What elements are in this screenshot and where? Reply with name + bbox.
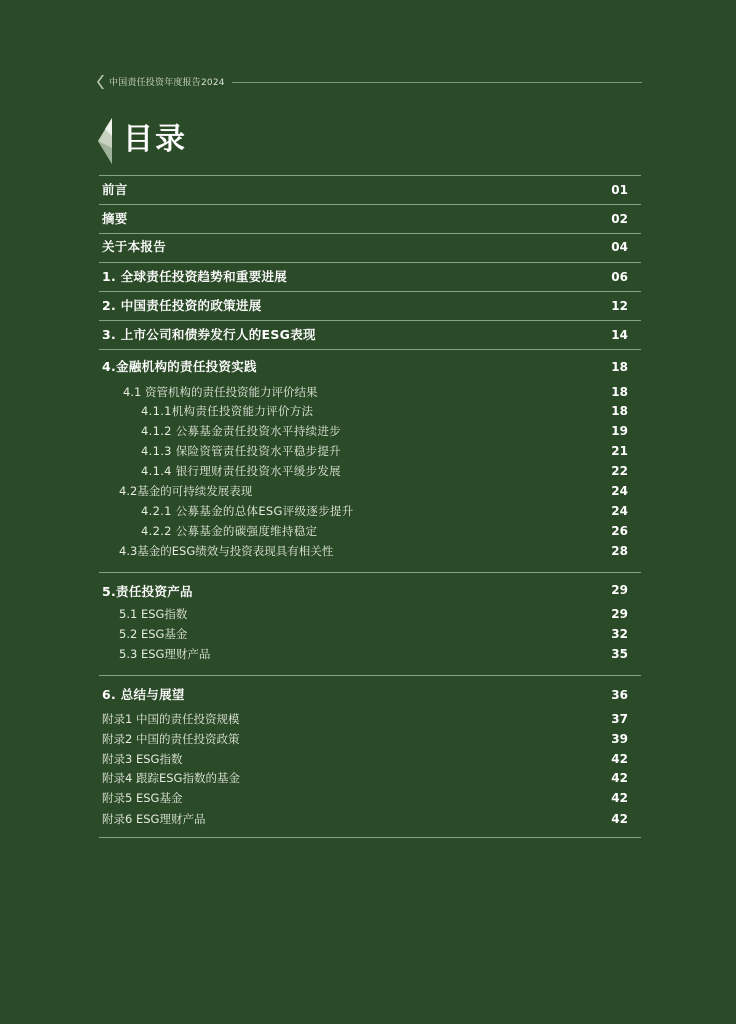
toc-entry-page: 02	[611, 212, 628, 226]
toc-entry-label: 附录1 中国的责任投资规模	[102, 712, 240, 726]
toc-entry-appendix-3[interactable]	[99, 750, 641, 768]
toc-entry-label: 附录6 ESG理财产品	[102, 812, 206, 826]
toc-entry-label: 4.2基金的可持续发展表现	[119, 484, 253, 498]
toc-entry-page: 42	[611, 752, 628, 766]
running-header	[96, 74, 642, 90]
toc-entry-label: 4.1 资管机构的责任投资能力评价结果	[123, 385, 318, 399]
toc-entry-page: 26	[611, 524, 628, 538]
toc-entry-page: 42	[611, 791, 628, 805]
chevron-logo-icon	[96, 118, 114, 164]
toc-entry-page: 22	[611, 464, 628, 478]
toc-entry-label: 5.责任投资产品	[102, 584, 193, 599]
toc-entry-label: 4.2.2 公募基金的碳强度维持稳定	[141, 524, 318, 538]
toc-entry-label: 5.3 ESG理财产品	[119, 647, 211, 661]
toc-entry-label: 4.1.3 保险资管责任投资水平稳步提升	[141, 444, 341, 458]
toc-heading: 目录	[123, 122, 187, 157]
toc-entry-label: 2. 中国责任投资的政策进展	[102, 298, 262, 313]
header-divider	[232, 82, 642, 83]
toc-entry-appendix-5[interactable]	[99, 789, 641, 807]
toc-entry-label: 附录4 跟踪ESG指数的基金	[102, 771, 240, 785]
toc-entry-page: 18	[611, 404, 628, 418]
toc-entry-section-5-2[interactable]	[99, 625, 641, 643]
toc-divider	[99, 572, 641, 573]
toc-entry-chapter-4[interactable]	[99, 358, 641, 376]
toc-entry-chapter-2[interactable]	[99, 297, 641, 315]
toc-entry-label: 摘要	[102, 211, 128, 226]
toc-entry-about[interactable]	[99, 238, 641, 256]
toc-entry-page: 01	[611, 183, 628, 197]
toc-divider	[99, 349, 641, 350]
toc-entry-section-4-2[interactable]	[99, 482, 641, 500]
toc-entry-section-4-1[interactable]	[99, 383, 641, 401]
toc-entry-page: 29	[611, 607, 628, 621]
toc-entry-page: 12	[611, 299, 628, 313]
toc-divider	[99, 204, 641, 205]
toc-entry-label: 5.1 ESG指数	[119, 607, 188, 621]
toc-entry-label: 3. 上市公司和债券发行人的ESG表现	[102, 327, 316, 342]
toc-entry-appendix-4[interactable]	[99, 769, 641, 787]
toc-entry-page: 35	[611, 647, 628, 661]
toc-entry-appendix-6[interactable]	[99, 810, 641, 828]
toc-entry-page: 28	[611, 544, 628, 558]
toc-entry-section-4-1-4[interactable]	[99, 462, 641, 480]
toc-entry-appendix-2[interactable]	[99, 730, 641, 748]
toc-entry-appendix-1[interactable]	[99, 710, 641, 728]
toc-entry-section-4-3[interactable]	[99, 542, 641, 560]
toc-entry-chapter-6[interactable]	[99, 686, 641, 704]
toc-entry-label: 附录2 中国的责任投资政策	[102, 732, 240, 746]
toc-entry-section-5-1[interactable]	[99, 605, 641, 623]
toc-entry-page: 39	[611, 732, 628, 746]
toc-divider	[99, 837, 641, 838]
toc-entry-label: 5.2 ESG基金	[119, 627, 188, 641]
toc-entry-label: 前言	[102, 182, 128, 197]
toc-entry-label: 4.1.2 公募基金责任投资水平持续进步	[141, 424, 341, 438]
toc-entry-label: 4.1.4 银行理财责任投资水平缓步发展	[141, 464, 341, 478]
report-title: 中国责任投资年度报告2024	[109, 78, 225, 88]
toc-entry-section-4-2-1[interactable]	[99, 502, 641, 520]
toc-entry-page: 21	[611, 444, 628, 458]
toc-entry-label: 6. 总结与展望	[102, 687, 185, 702]
toc-entry-chapter-5[interactable]	[99, 581, 641, 599]
toc-entry-page: 18	[611, 360, 628, 374]
toc-entry-page: 42	[611, 771, 628, 785]
toc-entry-page: 04	[611, 240, 628, 254]
toc-entry-page: 42	[611, 812, 628, 826]
toc-entry-page: 06	[611, 270, 628, 284]
toc-divider	[99, 675, 641, 676]
toc-entry-label: 4.金融机构的责任投资实践	[102, 359, 257, 374]
toc-entry-section-4-2-2[interactable]	[99, 522, 641, 540]
toc-entry-summary[interactable]	[99, 210, 641, 228]
toc-entry-section-5-3[interactable]	[99, 645, 641, 663]
toc-entry-chapter-3[interactable]	[99, 326, 641, 344]
toc-entry-page: 14	[611, 328, 628, 342]
toc-entry-label: 4.1.1机构责任投资能力评价方法	[141, 404, 314, 418]
toc-entry-label: 4.3基金的ESG绩效与投资表现具有相关性	[119, 544, 334, 558]
toc-divider	[99, 262, 641, 263]
toc-entry-section-4-1-3[interactable]	[99, 442, 641, 460]
chevron-left-icon	[96, 75, 104, 89]
toc-entry-page: 18	[611, 385, 628, 399]
toc-entry-chapter-1[interactable]	[99, 268, 641, 286]
toc-divider	[99, 233, 641, 234]
toc-entry-label: 附录5 ESG基金	[102, 791, 183, 805]
toc-divider	[99, 291, 641, 292]
toc-entry-page: 24	[611, 484, 628, 498]
toc-entry-page: 29	[611, 583, 628, 597]
toc-entry-section-4-1-1[interactable]	[99, 402, 641, 420]
toc-entry-preface[interactable]	[99, 181, 641, 199]
toc-entry-label: 1. 全球责任投资趋势和重要进展	[102, 269, 288, 284]
toc-entry-section-4-1-2[interactable]	[99, 422, 641, 440]
toc-entry-page: 32	[611, 627, 628, 641]
toc-entry-label: 附录3 ESG指数	[102, 752, 183, 766]
toc-entry-label: 关于本报告	[102, 239, 167, 254]
toc-entry-label: 4.2.1 公募基金的总体ESG评级逐步提升	[141, 504, 354, 518]
toc-divider	[99, 320, 641, 321]
toc-entry-page: 19	[611, 424, 628, 438]
toc-divider	[99, 175, 641, 176]
toc-entry-page: 37	[611, 712, 628, 726]
toc-entry-page: 36	[611, 688, 628, 702]
toc-entry-page: 24	[611, 504, 628, 518]
